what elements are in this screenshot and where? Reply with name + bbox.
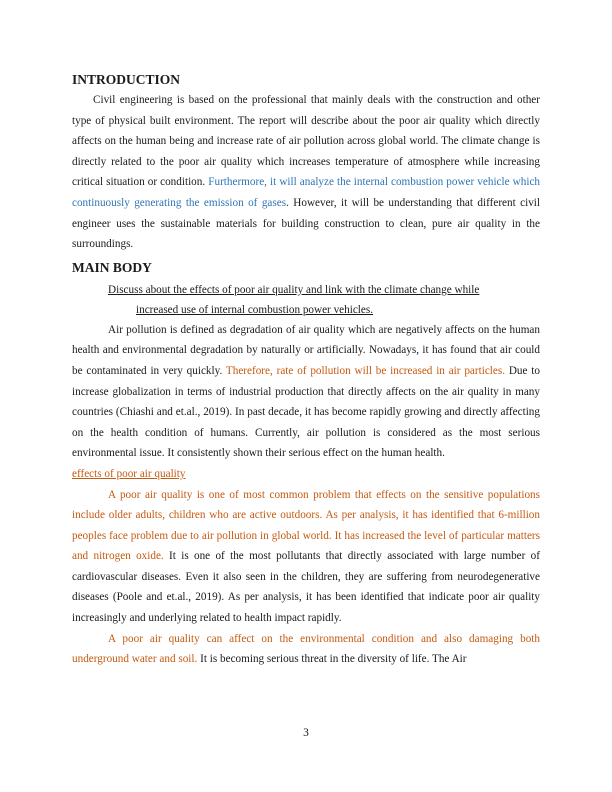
- para1-highlight-orange: Therefore, rate of pollution will be increased in air particles.: [225, 364, 506, 377]
- para2-highlight-orange: A poor air quality is one of most common problem that effects on the sensitive populations include older adults, children who are active outdoors. As per analysis, it has identified that 6-million peoples face problem due to air pollution in global world. It has increased the level of particular matters and nitrogen oxide.: [72, 488, 540, 563]
- main-body-subheading: [72, 280, 540, 320]
- page-content: [72, 70, 540, 670]
- effects-paragraph: [72, 485, 540, 629]
- para2-text-1: It is one of the most pollutants that directly associated with large number of cardiovascular diseases. Even it also seen in the children, they are suffering from neurodegenerative diseases (Poole and et.al., 2019). As per analysis, it has been identified that indicate poor air quality increasingly and underlying related to health impact rapidly.: [72, 550, 540, 625]
- para3-text-1: It is becoming serious threat in the diversity of life. The Air: [197, 653, 467, 666]
- subheading-line-2: increased use of internal combustion power vehicles.: [136, 303, 374, 316]
- intro-text-1: Civil engineering is based on the professional that mainly deals with the construction and other type of physical built environment. The report will describe about the poor air quality which directly affects on the human being and increase rate of air pollution across global world. The climate change is directly related to the poor air quality which increases temperature of atmosphere while increasing critical situation or condition.: [72, 94, 540, 189]
- introduction-heading: INTRODUCTION: [72, 72, 181, 87]
- introduction-paragraph: [72, 90, 540, 255]
- para3-highlight-orange: A poor air quality can affect on the environmental condition and also damaging both underground water and soil.: [72, 632, 540, 666]
- main-body-heading: MAIN BODY: [72, 259, 152, 275]
- subheading-line-1: Discuss about the effects of poor air quality and link with the climate change while: [108, 283, 480, 296]
- intro-highlight-blue: Furthermore, it will analyze the internal combustion power vehicle which continuously generating the emission of gases: [72, 176, 541, 209]
- environment-paragraph: [72, 629, 540, 670]
- effects-section-label: effects of poor air quality: [72, 467, 186, 480]
- page-number: 3: [303, 727, 309, 739]
- air-pollution-paragraph: [72, 320, 540, 464]
- para1-text-1: Air pollution is defined as degradation of air quality which are negatively affects on the human health and environmental degradation by naturally or artificially. Nowadays, it has found that air could be contaminated in very quickly.: [72, 323, 540, 377]
- para1-text-2: Due to increase globalization in terms of industrial production that directly affects on the air quality in many countries (Chiashi and et.al., 2019). In past decade, it has become rapidly growing and directly affecting on the health condition of humans. Currently, air pollution is considered as the most serious environmental issue. It consistently shown their serious effect on the human health.: [72, 364, 540, 460]
- intro-text-2: . However, it will be understanding that different civil engineer uses the sustainable materials for building construction to clean, pure air quality in the surroundings.: [72, 196, 541, 251]
